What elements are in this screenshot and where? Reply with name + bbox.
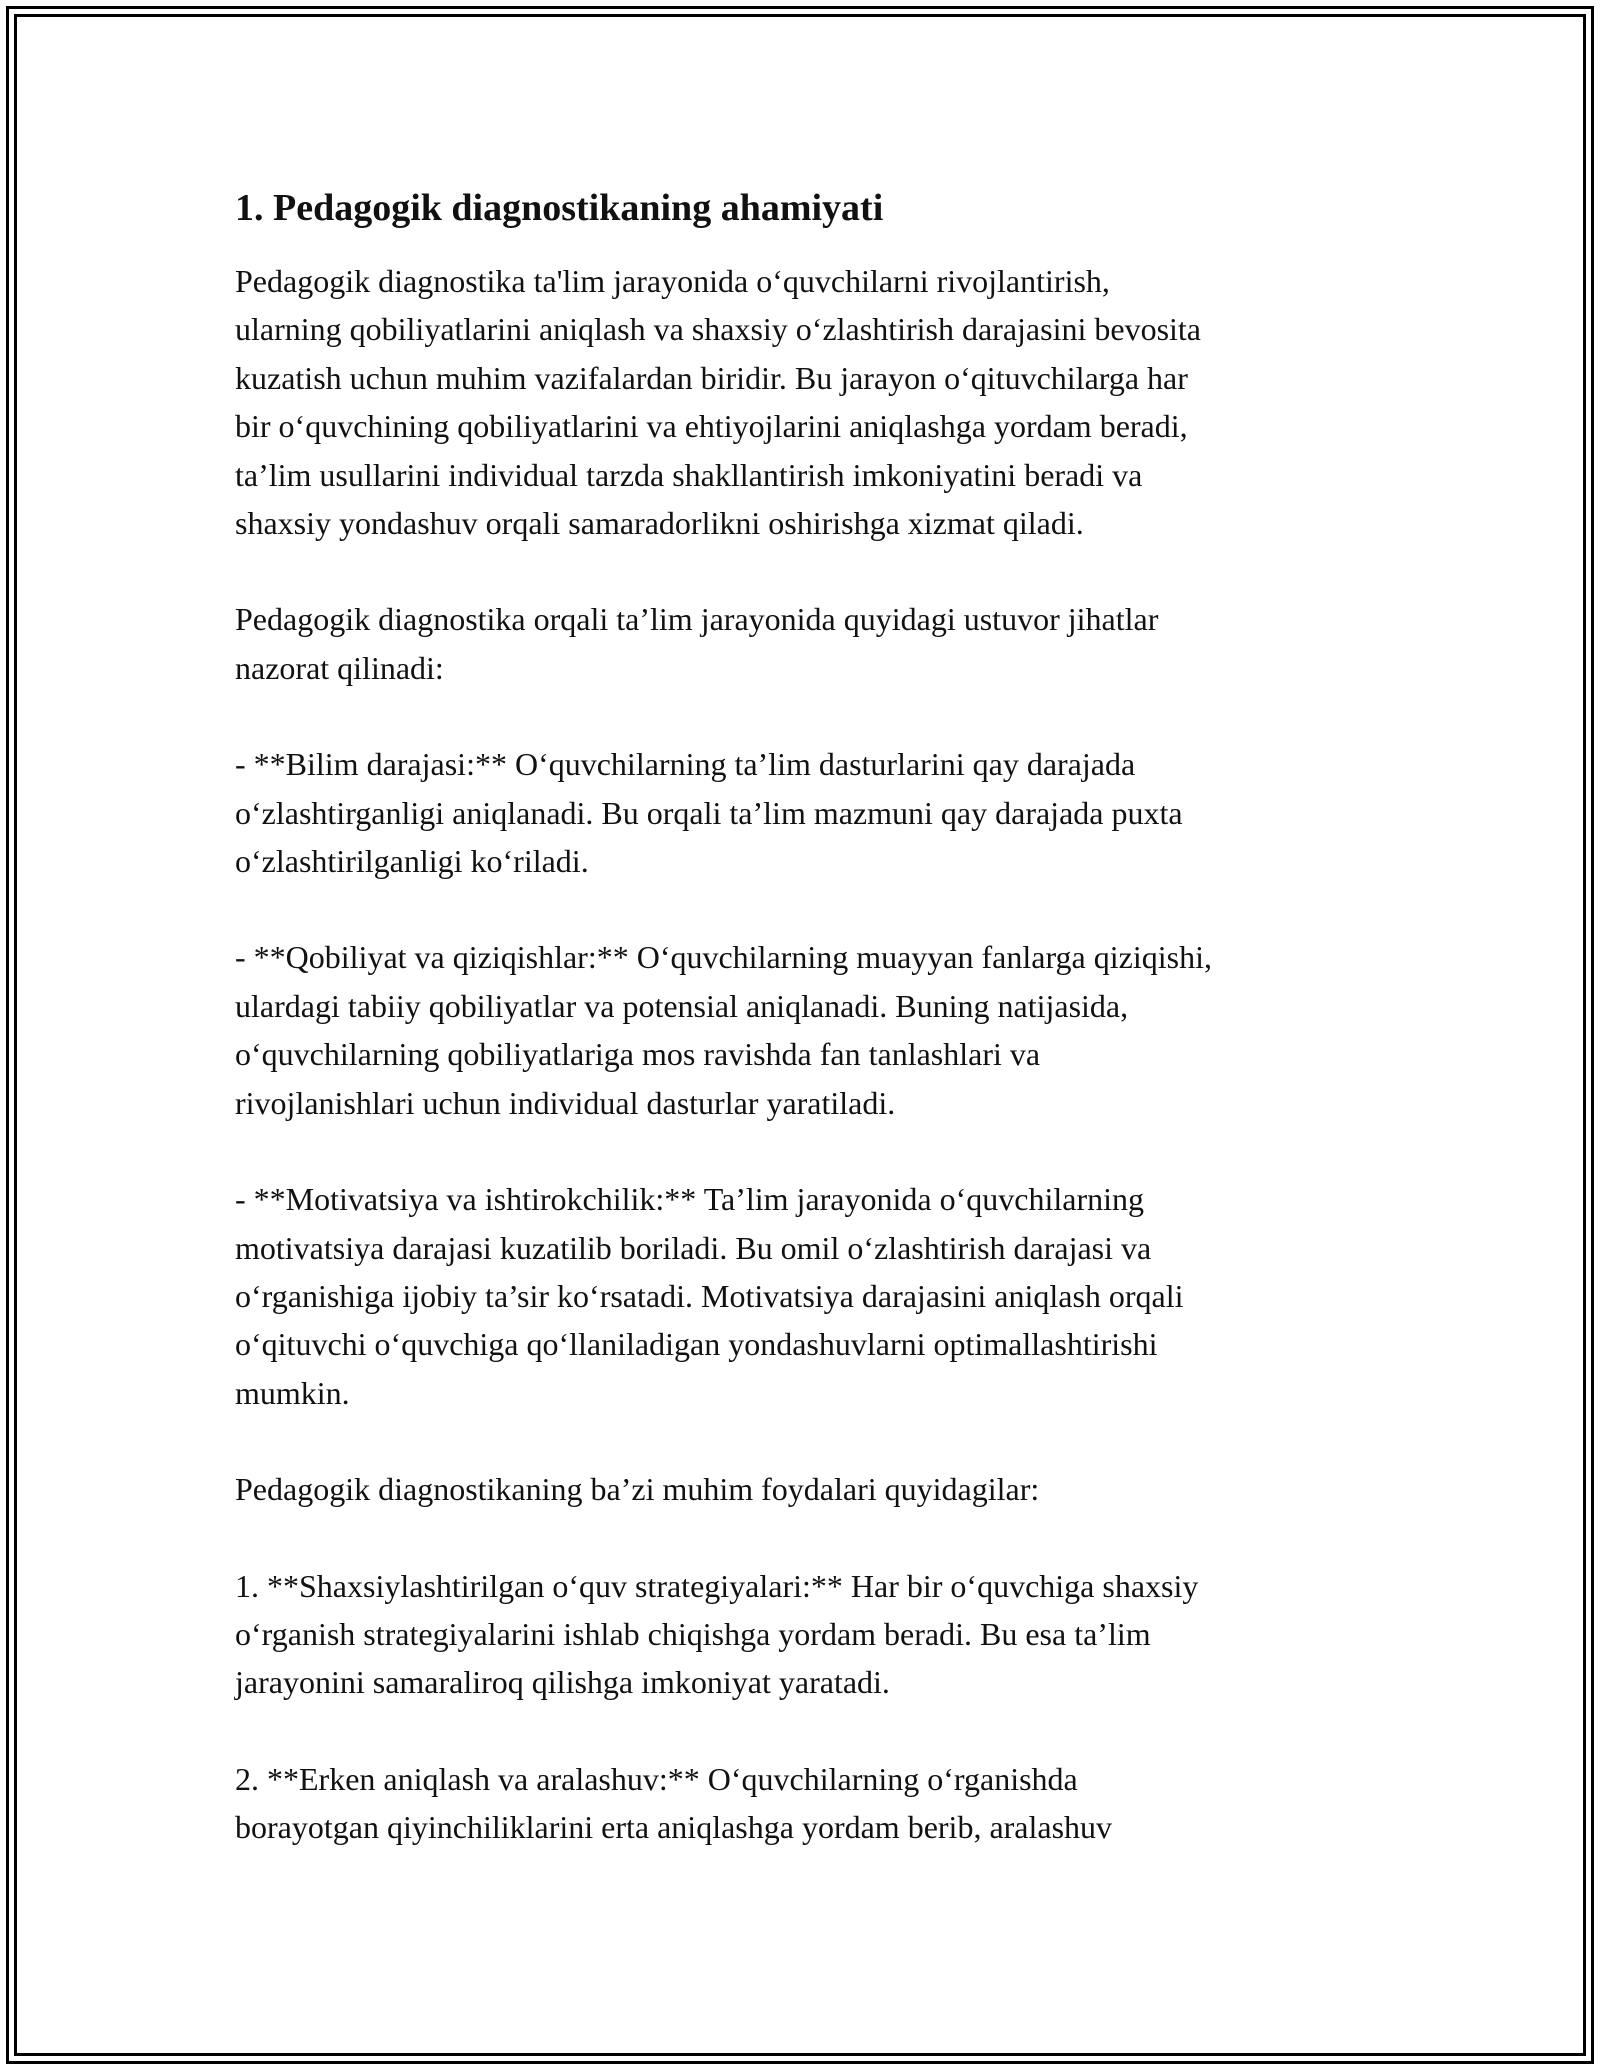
list-item-knowledge-level: - **Bilim darajasi:** O‘quvchilarning ta’lim dasturlarini qay darajada o‘zlashtirganligi aniqlanadi. Bu orqali ta’lim mazmuni qay darajada puxta o‘zlashtirilganligi ko‘riladi. [235,746,1183,880]
paragraph-priorities-intro: Pedagogik diagnostika orqali ta’lim jarayonida quyidagi ustuvor jihatlar nazorat qilinadi: [235,601,1159,686]
list-item-personalized-strategies: 1. **Shaxsiylashtirilgan o‘quv strategiyalari:** Har bir o‘quvchiga shaxsiy o‘rganish strategiyalarini ishlab chiqishga yordam beradi. Bu esa ta’lim jarayonini samaraliroq qilishga imkoniyat yaratadi. [235,1567,1199,1701]
paragraph-intro: Pedagogik diagnostika ta'lim jarayonida o‘quvchilarni rivojlantirish, ularning qobiliyatlarini aniqlash va shaxsiy o‘zlashtirish darajasini bevosita kuzatish uchun muhim vazifalardan biridir. Bu jarayon o‘qituvchilarga har bir o‘quvchining qobiliyatlarini va ehtiyojlarini aniqlashga yordam beradi, ta’lim usullarini individual tarzda shakllantirish imkoniyatini beradi va shaxsiy yondashuv orqali samaradorlikni oshirishga xizmat qiladi. [235,263,1201,542]
document-body [235,185,1375,1900]
list-item-early-detection: 2. **Erken aniqlash va aralashuv:** O‘quvchilarning o‘rganishda borayotgan qiyinchiliklarini erta aniqlashga yordam berib, aralashuv [235,1760,1113,1846]
list-item-abilities-interests: - **Qobiliyat va qiziqishlar:** O‘quvchilarning muayyan fanlarga qiziqishi, ulardagi tabiiy qobiliyatlar va potensial aniqlanadi. Buning natijasida, o‘quvchilarning qobiliyatlariga mos ravishda fan tanlashlari va rivojlanishlari uchun individual dasturlar yaratiladi. [235,939,1212,1121]
paragraph-benefits-intro: Pedagogik diagnostikaning ba’zi muhim foydalari quyidagilar: [235,1471,1040,1508]
section-heading: 1. Pedagogik diagnostikaning ahamiyati [235,187,884,229]
list-item-motivation: - **Motivatsiya va ishtirokchilik:** Ta’lim jarayonida o‘quvchilarning motivatsiya darajasi kuzatilib boriladi. Bu omil o‘zlashtirish darajasi va o‘rganishiga ijobiy ta’sir ko‘rsatadi. Motivatsiya darajasini aniqlash orqali o‘qituvchi o‘quvchiga qo‘llaniladigan yondashuvlarni optimallashtirishi mumkin. [235,1181,1184,1411]
